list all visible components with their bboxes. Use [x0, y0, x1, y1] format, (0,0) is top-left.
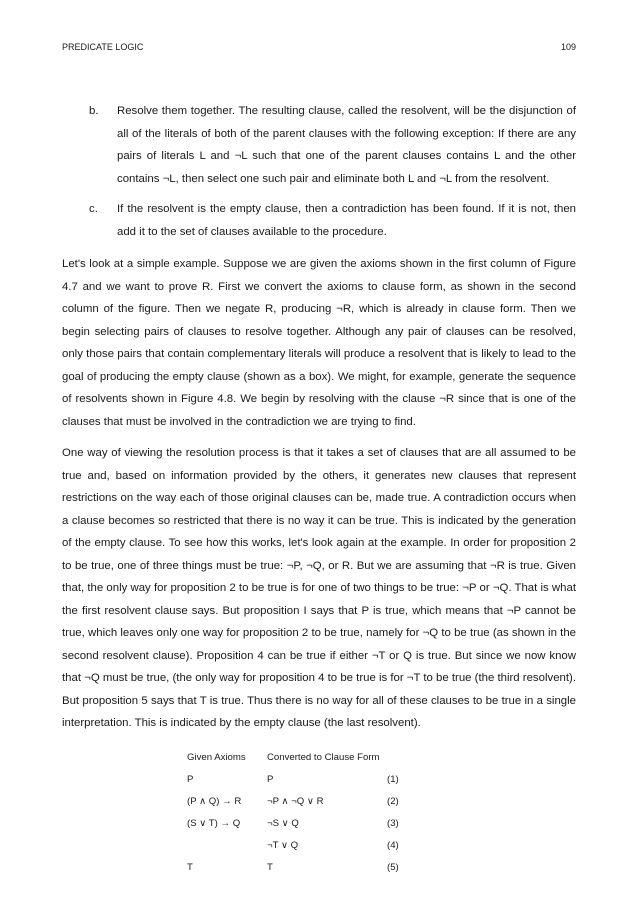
given-axiom-cell: (S ∨ T) → Q [187, 818, 241, 829]
column-header: Given Axioms [187, 752, 246, 763]
list-item [62, 198, 576, 243]
clause-number-cell: (3) [387, 818, 399, 829]
clause-form-cell: ¬S ∨ Q [267, 818, 299, 829]
column-header [387, 752, 407, 774]
clause-form-cell: P [267, 774, 274, 785]
table-header-row [187, 752, 407, 774]
table-row [187, 862, 407, 884]
page-number: 109 [560, 42, 576, 52]
list-item [62, 100, 576, 190]
clause-number-cell: (1) [387, 774, 399, 785]
table-row [187, 774, 407, 796]
given-axiom-cell: T [187, 862, 193, 873]
axiom-table [187, 752, 407, 884]
page-header [62, 42, 576, 56]
paragraph: One way of viewing the resolution process is that it takes a set of clauses that are all assumed to be true and, based on information provided by the others, it generates new clauses that represent restrictions on the way each of those original clauses can be, made true. A contradiction occurs when a clause becomes so restricted that there is no way it can be true. This is indicated by the generation of the empty clause. To see how this works, let's look again at the example. In order for proposition 2 to be true, one of three things must be true: ¬P, ¬Q, or R. But we are assuming that ¬R is true. Given that, the only way for proposition 2 to be true is for one of two things to be true: ¬P or ¬Q. That is what the first resolvent clause says. But proposition I says that P is true, which means that ¬P cannot be true, which leaves only one way for proposition 2 to be true, namely for ¬Q to be true (as shown in the second resolvent clause). Proposition 4 can be true if either ¬T or Q is true. But since we now know that ¬Q must be true, (the only way for proposition 4 to be true is for ¬T to be true (the third resolvent). But proposition 5 says that T is true. Thus there is no way for all of these clauses to be true in a single interpretation. This is indicated by the empty clause (the last resolvent). [62, 447, 576, 729]
given-axiom-cell [187, 840, 267, 862]
table-row [187, 840, 407, 862]
table-row [187, 818, 407, 840]
list-item-text: Resolve them together. The resulting clause, called the resolvent, will be the disjunction of all of the literals of both of the parent clauses with the following exception: If there are any pairs of literals L and ¬L such that one of the parent clauses contains L and the other contains ¬L, then select one such pair and eliminate both L and ¬L from the resolvent. [117, 105, 576, 185]
list-item-label: c. [89, 203, 98, 215]
given-axiom-cell: P [187, 774, 194, 785]
clause-form-cell: ¬P ∧ ¬Q ∨ R [267, 796, 324, 807]
clause-number-cell: (4) [387, 840, 399, 851]
given-axiom-cell: (P ∧ Q) → R [187, 796, 242, 807]
clause-form-cell: T [267, 862, 273, 873]
paragraph: Let's look at a simple example. Suppose we are given the axioms shown in the first column of Figure 4.7 and we want to prove R. First we convert the axioms to clause form, as shown in the second column of the figure. Then we negate R, producing ¬R, which is already in clause form. Then we begin selecting pairs of clauses to resolve together. Although any pair of clauses can be resolved, only those pairs that contain complementary literals will produce a resolvent that is likely to lead to the goal of producing the empty clause (shown as a box). We might, for example, generate the sequence of resolvents shown in Figure 4.8. We begin by resolving with the clause ¬R since that is one of the clauses that must be involved in the contradiction we are trying to find. [62, 258, 576, 428]
list-item-text: If the resolvent is the empty clause, then a contradiction has been found. If it is not, then add it to the set of clauses available to the procedure. [117, 203, 576, 238]
clause-number-cell: (5) [387, 862, 399, 873]
table-row [187, 796, 407, 818]
page-body [62, 100, 576, 744]
clause-number-cell: (2) [387, 796, 399, 807]
running-title: PREDICATE LOGIC [62, 42, 144, 52]
clause-form-cell: ¬T ∨ Q [267, 840, 299, 851]
list-item-label: b. [89, 105, 99, 117]
column-header: Converted to Clause Form [267, 752, 380, 763]
